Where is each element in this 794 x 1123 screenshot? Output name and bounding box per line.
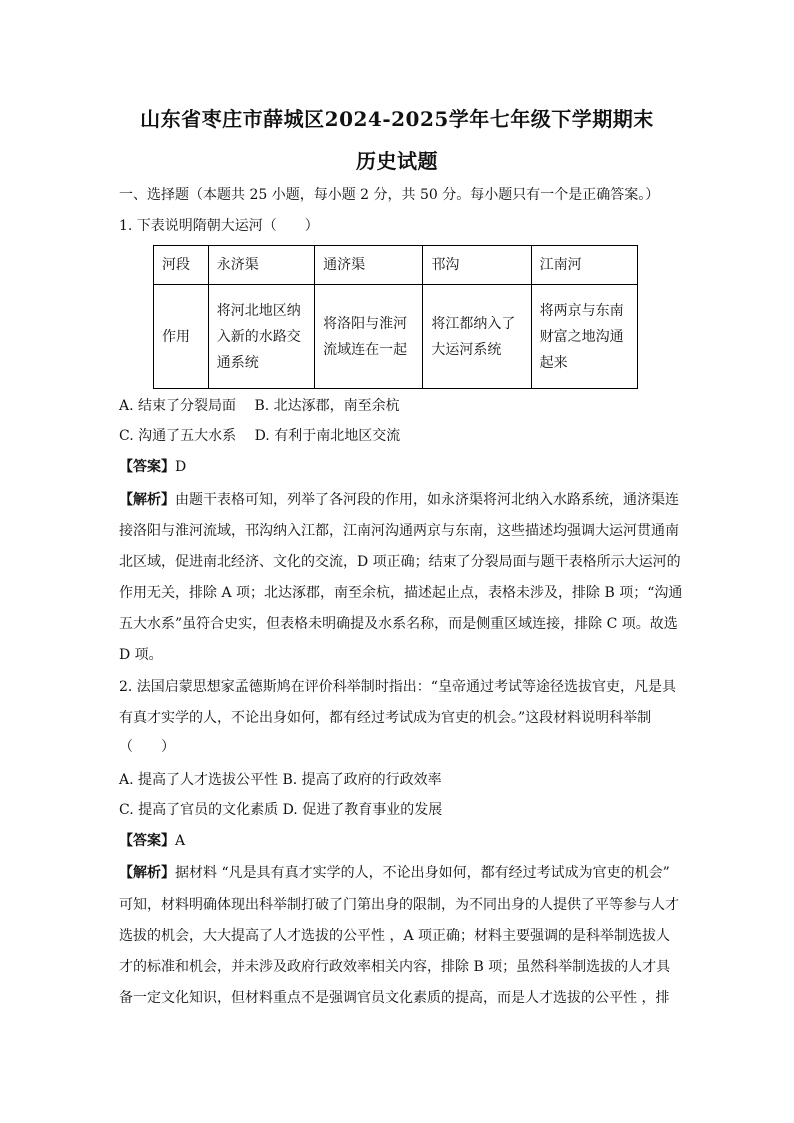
q1-options-cd: C. 沟通了五大水系 D. 有利于南北地区交流: [119, 428, 401, 444]
exam-title: 山东省枣庄市薛城区2024-2025学年七年级下学期期末: [140, 107, 654, 131]
answer-value: A: [175, 833, 186, 849]
canal-table: [153, 245, 638, 389]
q2-analysis-line: 才的标准和机会，并未涉及政府行政效率相关内容，排除 B 项；虽然科举制选拔的人才具: [119, 959, 671, 975]
q2-stem-line: （ ）: [119, 739, 175, 755]
q1-answer: [119, 457, 679, 477]
q1-analysis-line: 北区域，促进南北经济、文化的交流，D 项正确；结束了分裂局面与题干表格所示大运河的: [119, 554, 681, 570]
table-header-row: [154, 246, 638, 285]
table-header-cell: 河段: [154, 246, 209, 285]
q2-analysis-line: 备一定文化知识，但材料重点不是强调官员文化素质的提高，而是人才选拔的公平性 ，排: [119, 990, 670, 1006]
q2-options-ab: A. 提高了人才选拔公平性 B. 提高了政府的行政效率: [119, 772, 442, 788]
q2-analysis-line: 可知，材料明确体现出科举制打破了门第出身的限制，为不同出身的人提供了平等参与人才: [119, 897, 679, 913]
table-row-label: 作用: [154, 285, 209, 389]
section-heading: 一、选择题（本题共 25 小题，每小题 2 分，共 50 分。每小题只有一个是正确答案。）: [119, 187, 660, 203]
q2-answer: [119, 831, 679, 851]
table-header-cell: 通济渠: [315, 246, 423, 285]
table-header-cell: 江南河: [531, 246, 637, 285]
q2-stem-line: 有真才实学的人，不论出身如何，都有经过考试成为官吏的机会。”这段材料说明科举制: [119, 710, 652, 726]
table-header-cell: 永济渠: [208, 246, 314, 285]
q1-analysis-line: 作用无关，排除 A 项；北达涿郡，南至余杭，描述起止点，表格未涉及，排除 B 项；“沟通: [119, 585, 683, 601]
answer-value: D: [175, 459, 187, 475]
q1-stem: 1. 下表说明隋朝大运河（ ）: [119, 218, 319, 234]
analysis-text: 由题干表格可知，列举了各河段的作用，如永济渠将河北纳入水路系统，通济渠连: [175, 492, 679, 508]
exam-subtitle: 历史试题: [356, 149, 438, 173]
table-cell: 将河北地区纳入新的水路交通系统: [208, 285, 314, 389]
table-cell: 将两京与东南财富之地沟通起来: [531, 285, 637, 389]
q1-analysis-line: [119, 490, 679, 510]
answer-label: 【答案】: [119, 459, 175, 475]
analysis-text: 据材料 “凡是具有真才实学的人，不论出身如何，都有经过考试成为官吏的机会”: [175, 865, 670, 881]
q1-options-ab: A. 结束了分裂局面 B. 北达涿郡，南至余杭: [119, 398, 400, 414]
q2-stem-line: 2. 法国启蒙思想家孟德斯鸠在评价科举制时指出：“皇帝通过考试等途径选拔官吏，凡是具: [119, 679, 676, 695]
analysis-label: 【解析】: [119, 865, 175, 881]
q2-analysis-line: [119, 863, 679, 883]
q2-options-cd: C. 提高了官员的文化素质 D. 促进了教育事业的发展: [119, 802, 443, 818]
table-header-cell: 邗沟: [423, 246, 531, 285]
table-cell: 将江都纳入了大运河系统: [423, 285, 531, 389]
answer-label: 【答案】: [119, 833, 175, 849]
table-cell: 将洛阳与淮河流域连在一起: [315, 285, 423, 389]
q1-analysis-line: 五大水系”虽符合史实，但表格未明确提及水系名称，而是侧重区域连接，排除 C 项。故选: [119, 616, 678, 632]
q2-analysis-line: 选拔的机会，大大提高了人才选拔的公平性 ，A 项正确；材料主要强调的是科举制选拔人: [119, 928, 671, 944]
q1-analysis-line: D 项。: [119, 647, 163, 663]
analysis-label: 【解析】: [119, 492, 175, 508]
q1-analysis-line: 接洛阳与淮河流域，邗沟纳入江都，江南河沟通两京与东南，这些描述均强调大运河贯通南: [119, 523, 679, 539]
table-row: [154, 285, 638, 389]
